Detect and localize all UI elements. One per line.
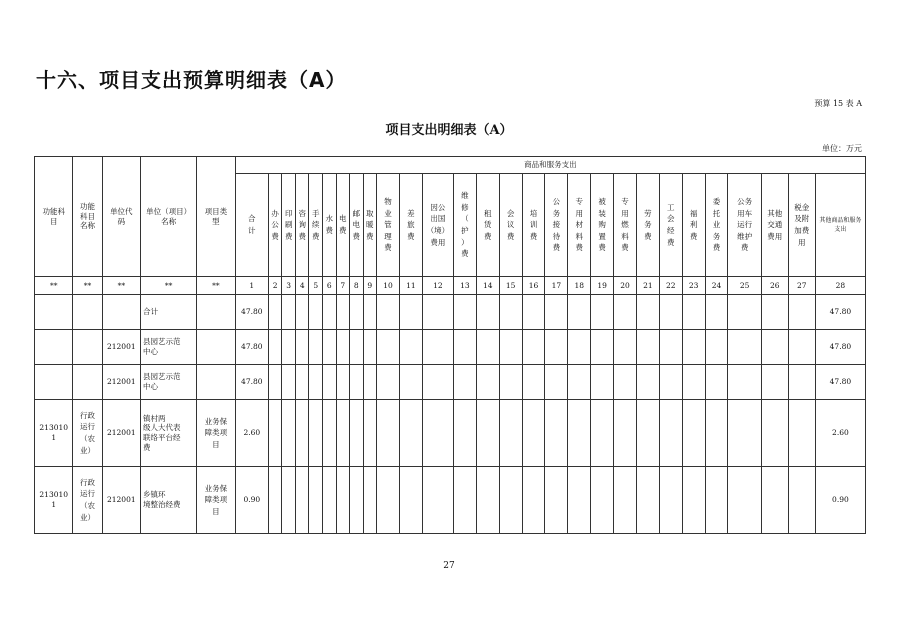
column-header: 物 业 管 理 费: [377, 174, 400, 277]
column-number: 19: [591, 277, 614, 295]
table-row: [35, 467, 866, 534]
column-number: 1: [235, 277, 268, 295]
empty-cell: [268, 467, 282, 534]
empty-cell: [728, 330, 761, 365]
empty-cell: [636, 467, 659, 534]
empty-cell: [453, 365, 476, 400]
empty-cell: [614, 330, 637, 365]
column-header: 印 刷 费: [282, 174, 296, 277]
func-name-cell: [73, 295, 102, 330]
empty-cell: [422, 365, 453, 400]
empty-cell: [499, 400, 522, 467]
empty-cell: [636, 400, 659, 467]
table-row: [35, 295, 866, 330]
empty-cell: [545, 467, 568, 534]
project-type-cell: [197, 365, 235, 400]
header-func-code: 功能科 目: [35, 157, 73, 277]
empty-cell: [399, 365, 422, 400]
document-title: 项目支出明细表（A）: [385, 123, 513, 138]
column-header: 咨 询 费: [295, 174, 309, 277]
empty-cell: [499, 330, 522, 365]
empty-cell: [591, 330, 614, 365]
empty-cell: [659, 330, 682, 365]
column-number: 24: [705, 277, 728, 295]
column-number: 12: [422, 277, 453, 295]
header-project-type: 项目类 型: [197, 157, 235, 277]
empty-cell: [682, 295, 705, 330]
empty-cell: [309, 467, 323, 534]
empty-cell: [545, 400, 568, 467]
empty-cell: [705, 330, 728, 365]
empty-cell: [476, 295, 499, 330]
column-number: 10: [377, 277, 400, 295]
column-number: 28: [815, 277, 865, 295]
column-header: 专 用 材 料 费: [568, 174, 591, 277]
column-number: 22: [659, 277, 682, 295]
empty-cell: [295, 295, 309, 330]
column-header: 公 务 接 待 费: [545, 174, 568, 277]
empty-cell: [568, 330, 591, 365]
column-header: 电 费: [336, 174, 350, 277]
column-header: 租 赁 费: [476, 174, 499, 277]
func-name-cell: 行政 运行 （农 业）: [73, 400, 102, 467]
empty-cell: [336, 295, 350, 330]
section-title: 十六、项目支出预算明细表（A）: [36, 68, 347, 92]
empty-cell: [761, 330, 788, 365]
empty-cell: [422, 295, 453, 330]
empty-cell: [295, 330, 309, 365]
empty-cell: [591, 295, 614, 330]
column-header: 其他商品和服务 支出: [815, 174, 865, 277]
budget-table: [34, 156, 866, 534]
empty-cell: [350, 467, 364, 534]
empty-cell: [522, 400, 545, 467]
empty-cell: [282, 400, 296, 467]
empty-cell: [336, 365, 350, 400]
total-cell: 47.80: [235, 295, 268, 330]
empty-cell: [545, 330, 568, 365]
func-name-cell: 行政 运行 （农 业）: [73, 467, 102, 534]
empty-cell: [761, 295, 788, 330]
other-services-cell: 2.60: [815, 400, 865, 467]
empty-cell: [761, 365, 788, 400]
total-cell: 0.90: [235, 467, 268, 534]
empty-cell: [568, 400, 591, 467]
empty-cell: [659, 400, 682, 467]
column-header: 其他 交通 费用: [761, 174, 788, 277]
empty-cell: [728, 365, 761, 400]
empty-cell: [591, 467, 614, 534]
header-func-name: 功能 科目 名称: [73, 157, 102, 277]
unit-code-cell: [102, 295, 140, 330]
empty-cell: [363, 467, 377, 534]
empty-cell: [377, 295, 400, 330]
func-name-cell: [73, 365, 102, 400]
other-services-cell: 0.90: [815, 467, 865, 534]
column-header: 水 费: [322, 174, 336, 277]
empty-cell: [705, 467, 728, 534]
total-cell: 2.60: [235, 400, 268, 467]
empty-cell: [728, 467, 761, 534]
empty-cell: [268, 330, 282, 365]
stars-cell: **: [141, 277, 197, 295]
empty-cell: [499, 295, 522, 330]
unit-name-cell: 合计: [141, 295, 197, 330]
unit-name-cell: 县园艺示范 中心: [141, 330, 197, 365]
empty-cell: [682, 467, 705, 534]
empty-cell: [282, 295, 296, 330]
table-row: [35, 330, 866, 365]
empty-cell: [336, 400, 350, 467]
header-unit-code: 单位代 码: [102, 157, 140, 277]
unit-code-cell: 212001: [102, 467, 140, 534]
column-header: 取 暖 费: [363, 174, 377, 277]
column-header: 合 计: [235, 174, 268, 277]
empty-cell: [268, 365, 282, 400]
empty-cell: [545, 365, 568, 400]
empty-cell: [336, 467, 350, 534]
column-number: 18: [568, 277, 591, 295]
empty-cell: [636, 295, 659, 330]
empty-cell: [522, 295, 545, 330]
empty-cell: [363, 330, 377, 365]
empty-cell: [788, 467, 815, 534]
empty-cell: [476, 330, 499, 365]
column-number: 5: [309, 277, 323, 295]
column-number: 16: [522, 277, 545, 295]
stars-cell: **: [35, 277, 73, 295]
table-row: [35, 400, 866, 467]
empty-cell: [788, 400, 815, 467]
unit-label: 单位：万元: [822, 144, 862, 153]
project-type-cell: 业务保 障类项 目: [197, 400, 235, 467]
other-services-cell: 47.80: [815, 295, 865, 330]
empty-cell: [363, 400, 377, 467]
empty-cell: [268, 295, 282, 330]
column-number: 2: [268, 277, 282, 295]
empty-cell: [614, 365, 637, 400]
column-header: 会 议 费: [499, 174, 522, 277]
empty-cell: [309, 330, 323, 365]
empty-cell: [705, 365, 728, 400]
unit-code-cell: 212001: [102, 365, 140, 400]
column-header: 税金 及附 加费 用: [788, 174, 815, 277]
empty-cell: [682, 400, 705, 467]
project-type-cell: 业务保 障类项 目: [197, 467, 235, 534]
empty-cell: [682, 330, 705, 365]
unit-name-cell: 县园艺示范 中心: [141, 365, 197, 400]
column-number: 25: [728, 277, 761, 295]
empty-cell: [568, 467, 591, 534]
empty-cell: [659, 467, 682, 534]
empty-cell: [453, 467, 476, 534]
empty-cell: [422, 400, 453, 467]
empty-cell: [522, 467, 545, 534]
empty-cell: [788, 330, 815, 365]
project-type-cell: [197, 330, 235, 365]
column-number: 8: [350, 277, 364, 295]
empty-cell: [363, 365, 377, 400]
empty-cell: [614, 295, 637, 330]
empty-cell: [399, 400, 422, 467]
empty-cell: [728, 400, 761, 467]
column-number: 27: [788, 277, 815, 295]
empty-cell: [399, 330, 422, 365]
empty-cell: [788, 365, 815, 400]
stars-cell: **: [102, 277, 140, 295]
total-cell: 47.80: [235, 330, 268, 365]
column-number: 26: [761, 277, 788, 295]
page-number: 27: [443, 561, 455, 571]
empty-cell: [350, 400, 364, 467]
column-number: 21: [636, 277, 659, 295]
empty-cell: [636, 330, 659, 365]
project-type-cell: [197, 295, 235, 330]
column-number: 11: [399, 277, 422, 295]
empty-cell: [522, 330, 545, 365]
empty-cell: [476, 400, 499, 467]
column-header: 邮 电 费: [350, 174, 364, 277]
stars-cell: **: [197, 277, 235, 295]
empty-cell: [322, 400, 336, 467]
empty-cell: [761, 467, 788, 534]
empty-cell: [422, 467, 453, 534]
empty-cell: [309, 400, 323, 467]
empty-cell: [377, 467, 400, 534]
empty-cell: [614, 467, 637, 534]
func-code-cell: [35, 330, 73, 365]
table-tag: 预算 15 表 A: [814, 99, 862, 108]
total-cell: 47.80: [235, 365, 268, 400]
empty-cell: [636, 365, 659, 400]
func-code-cell: 213010 1: [35, 467, 73, 534]
empty-cell: [728, 295, 761, 330]
column-number: 15: [499, 277, 522, 295]
empty-cell: [322, 295, 336, 330]
column-header: 委 托 业 务 费: [705, 174, 728, 277]
empty-cell: [705, 295, 728, 330]
empty-cell: [295, 400, 309, 467]
column-header: 维 修 （ 护 ） 费: [453, 174, 476, 277]
stars-cell: **: [73, 277, 102, 295]
empty-cell: [476, 467, 499, 534]
func-code-cell: [35, 365, 73, 400]
empty-cell: [499, 365, 522, 400]
other-services-cell: 47.80: [815, 330, 865, 365]
empty-cell: [399, 467, 422, 534]
empty-cell: [377, 330, 400, 365]
column-number: 3: [282, 277, 296, 295]
empty-cell: [682, 365, 705, 400]
column-header: 公务 用车 运行 维护 费: [728, 174, 761, 277]
empty-cell: [659, 295, 682, 330]
empty-cell: [350, 330, 364, 365]
empty-cell: [309, 295, 323, 330]
empty-cell: [282, 467, 296, 534]
empty-cell: [453, 330, 476, 365]
column-number: 13: [453, 277, 476, 295]
empty-cell: [295, 467, 309, 534]
empty-cell: [363, 295, 377, 330]
column-header: 办 公 费: [268, 174, 282, 277]
empty-cell: [568, 295, 591, 330]
column-number: 7: [336, 277, 350, 295]
column-number: 17: [545, 277, 568, 295]
column-number: 4: [295, 277, 309, 295]
empty-cell: [705, 400, 728, 467]
empty-cell: [591, 365, 614, 400]
column-header: 劳 务 费: [636, 174, 659, 277]
empty-cell: [350, 365, 364, 400]
empty-cell: [336, 330, 350, 365]
empty-cell: [309, 365, 323, 400]
empty-cell: [476, 365, 499, 400]
func-code-cell: [35, 295, 73, 330]
other-services-cell: 47.80: [815, 365, 865, 400]
empty-cell: [322, 467, 336, 534]
empty-cell: [499, 467, 522, 534]
empty-cell: [295, 365, 309, 400]
empty-cell: [568, 365, 591, 400]
column-number: 23: [682, 277, 705, 295]
func-name-cell: [73, 330, 102, 365]
unit-name-cell: 乡镇环 境整治经费: [141, 467, 197, 534]
empty-cell: [522, 365, 545, 400]
empty-cell: [377, 365, 400, 400]
empty-cell: [659, 365, 682, 400]
empty-cell: [614, 400, 637, 467]
unit-name-cell: 镇村两 级人大代表 联络平台经 费: [141, 400, 197, 467]
empty-cell: [788, 295, 815, 330]
column-number: 20: [614, 277, 637, 295]
func-code-cell: 213010 1: [35, 400, 73, 467]
header-goods-services: 商品和服务支出: [235, 157, 865, 174]
empty-cell: [399, 295, 422, 330]
empty-cell: [322, 365, 336, 400]
empty-cell: [545, 295, 568, 330]
column-header: 工 会 经 费: [659, 174, 682, 277]
empty-cell: [761, 400, 788, 467]
header-unit-name: 单位（项目） 名称: [141, 157, 197, 277]
empty-cell: [322, 330, 336, 365]
column-number: 9: [363, 277, 377, 295]
empty-cell: [422, 330, 453, 365]
empty-cell: [453, 295, 476, 330]
column-header: 差 旅 费: [399, 174, 422, 277]
unit-code-cell: 212001: [102, 400, 140, 467]
empty-cell: [453, 400, 476, 467]
column-header: 专 用 燃 料 费: [614, 174, 637, 277]
column-header: 福 利 费: [682, 174, 705, 277]
empty-cell: [377, 400, 400, 467]
table-row: [35, 365, 866, 400]
empty-cell: [282, 365, 296, 400]
unit-code-cell: 212001: [102, 330, 140, 365]
empty-cell: [591, 400, 614, 467]
empty-cell: [282, 330, 296, 365]
column-header: 培 训 费: [522, 174, 545, 277]
empty-cell: [350, 295, 364, 330]
column-header: 手 续 费: [309, 174, 323, 277]
column-number: 6: [322, 277, 336, 295]
empty-cell: [268, 400, 282, 467]
column-number: 14: [476, 277, 499, 295]
column-header: 因公 出国 （境） 费用: [422, 174, 453, 277]
column-header: 被 装 购 置 费: [591, 174, 614, 277]
